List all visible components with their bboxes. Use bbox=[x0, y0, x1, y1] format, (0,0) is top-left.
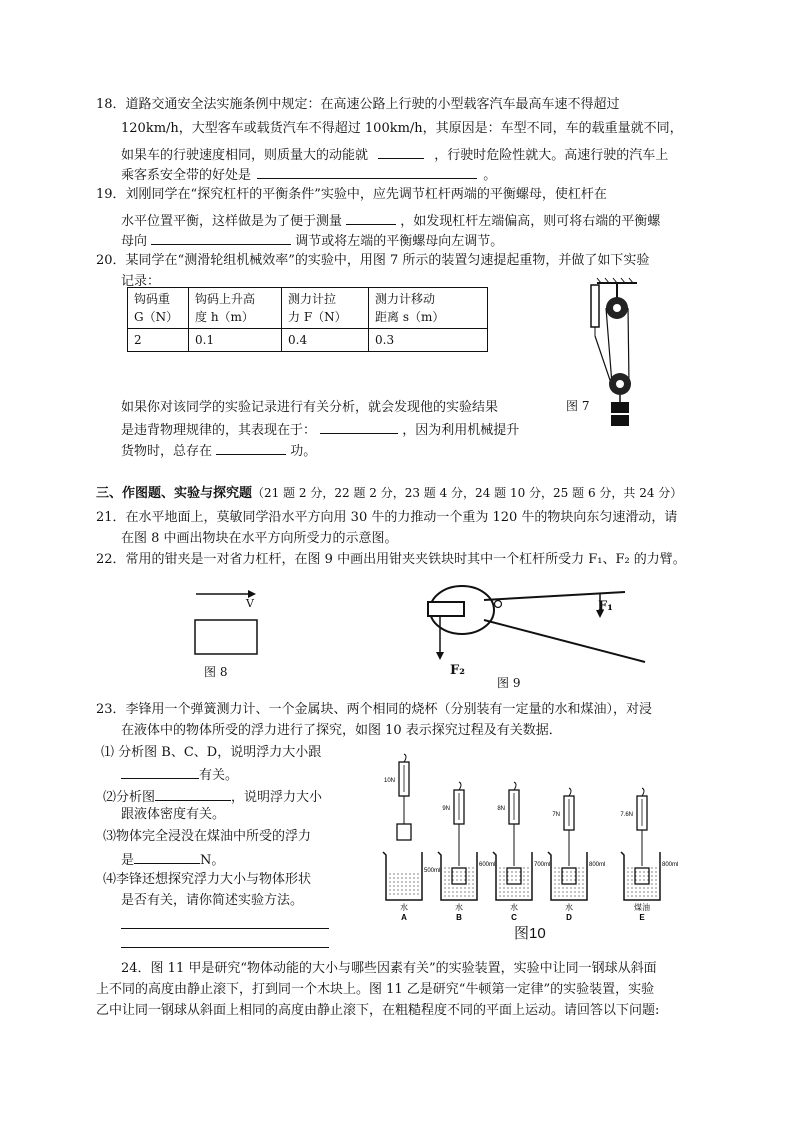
q20-answer-blank-1[interactable] bbox=[320, 421, 398, 434]
scale-reading-label: 10N bbox=[383, 778, 395, 784]
beaker-id-label: D bbox=[566, 913, 572, 922]
beaker-volume-label: 800ml bbox=[589, 862, 606, 868]
q23-answer-blank-2[interactable] bbox=[155, 788, 231, 801]
q23-answer-line-1[interactable] bbox=[121, 928, 329, 929]
q18-line2: 120km/h，大型客车或载货汽车不得超过 100km/h，其原因是：车型不同，车的载重量就不同， bbox=[121, 121, 683, 136]
fig9-f1-label: F₁ bbox=[598, 599, 613, 614]
q20-line4-text-a: 是违背物理规律的，其表现在于： bbox=[121, 423, 317, 438]
q20-record-table bbox=[127, 287, 488, 352]
q19-answer-blank-1[interactable] bbox=[346, 212, 396, 225]
q19-line3 bbox=[121, 232, 503, 248]
scale-hook-icon bbox=[569, 788, 571, 796]
table-cell: 0.3 bbox=[369, 329, 488, 352]
liquid-label: 煤油 bbox=[634, 903, 650, 912]
fig8-velocity-label: V bbox=[246, 597, 254, 610]
q23-part2 bbox=[103, 788, 322, 804]
table-header-cell: 测力计移动 距离 s（m） bbox=[369, 288, 488, 329]
q23-part3-text-c: N。 bbox=[200, 853, 225, 868]
fig8-label: 图 8 bbox=[204, 665, 228, 679]
q23-part3: ⑶物体完全浸没在煤油中所受的浮力 bbox=[103, 829, 312, 844]
liquid-label: 水 bbox=[565, 903, 573, 912]
q23-part1: ⑴ 分析图 B、C、D，说明浮力大小跟 bbox=[101, 745, 322, 760]
q23-part3-answer bbox=[121, 851, 224, 867]
table-header-cell: 钩码上升高 度 h（m） bbox=[189, 288, 282, 329]
beaker-volume-label: 700ml bbox=[534, 862, 551, 868]
fig9-f2-label: F₂ bbox=[450, 663, 465, 678]
beaker-id-label: A bbox=[401, 913, 407, 922]
q18-line3-text-a: 如果车的行驶速度相同，则质量大的动能就 bbox=[121, 148, 369, 163]
q23-part2-text-a: ⑵分析图 bbox=[103, 790, 156, 805]
q19-line1: 19．刘刚同学在“探究杠杆的平衡条件”实验中，应先调节杠杆两端的平衡螺母，使杠杆在 bbox=[96, 187, 607, 202]
scale-reading-label: 7.6N bbox=[620, 812, 633, 818]
beaker-volume-label: 800ml bbox=[662, 862, 679, 868]
q20-line4 bbox=[121, 421, 519, 437]
scale-hook-icon bbox=[404, 754, 406, 762]
q23-part2-text-b: ，说明浮力大小 bbox=[231, 790, 323, 805]
table-header-cell: 测力计拉 力 F（N） bbox=[282, 288, 369, 329]
section3-heading bbox=[96, 487, 682, 500]
q23-part3-text-b: 是 bbox=[121, 853, 135, 868]
table-row bbox=[128, 329, 488, 352]
q23-answer-blank-1[interactable] bbox=[121, 766, 199, 779]
q23-answer-line-2[interactable] bbox=[121, 947, 329, 948]
fig10-buoyancy-diagram bbox=[384, 760, 684, 940]
table-cell: 2 bbox=[128, 329, 189, 352]
beaker-id-label: E bbox=[639, 913, 645, 922]
fig10-label: 图10 bbox=[514, 925, 546, 942]
q22-line1: 22．常用的钳夹是一对省力杠杆，在图 9 中画出用钳夹夹铁块时其中一个杠杆所受力 F₁、F₂ 的力臂。 bbox=[96, 552, 686, 567]
table-cell: 0.4 bbox=[282, 329, 369, 352]
metal-block bbox=[397, 824, 411, 840]
q20-line1: 20．某同学在“测滑轮组机械效率”的实验中，用图 7 所示的装置匀速提起重物，并做了如下实验 bbox=[96, 253, 650, 268]
q23-part4-cont: 是否有关，请你简述实验方法。 bbox=[121, 893, 304, 908]
q24-line3: 乙中让同一钢球从斜面上相同的高度由静止滚下，在粗糙程度不同的平面上运动。请回答以下问题: bbox=[96, 1003, 660, 1018]
q18-answer-blank-2[interactable] bbox=[257, 166, 477, 179]
table-cell: 0.1 bbox=[189, 329, 282, 352]
fig9-label: 图 9 bbox=[497, 676, 521, 690]
fig7-label: 图 7 bbox=[566, 399, 590, 413]
table-header-row bbox=[128, 288, 488, 329]
q23-part1-answer bbox=[121, 766, 238, 782]
q18-line3-text-b: ，行驶时危险性就大。高速行驶的汽车上 bbox=[434, 148, 669, 163]
q18-line1: 18．道路交通安全法实施条例中规定：在高速公路上行驶的小型载客汽车最高车速不得超过 bbox=[96, 97, 620, 112]
q23-answer-blank-3[interactable] bbox=[134, 851, 200, 864]
q23-part4: ⑷李锋还想探究浮力大小与物体形状 bbox=[103, 872, 312, 887]
scale-reading-label: 9N bbox=[442, 806, 450, 812]
beaker-volume-label: 600ml bbox=[479, 862, 496, 868]
q21-line1: 21．在水平地面上，莫敏同学沿水平方向用 30 牛的力推动一个重为 120 牛的物块向东匀速滑动，请 bbox=[96, 510, 678, 525]
q19-line2-text-b: ，如发现杠杆左端偏高，则可将右端的平衡螺 bbox=[400, 214, 661, 229]
q19-line2-text-a: 水平位置平衡，这样做是为了便于测量 bbox=[121, 214, 343, 229]
liquid-label: 水 bbox=[400, 903, 408, 912]
scale-hook-icon bbox=[514, 782, 516, 790]
q20-line3: 如果你对该同学的实验记录进行有关分析，就会发现他的实验结果 bbox=[121, 400, 499, 415]
q21-line2: 在图 8 中画出物块在水平方向所受力的示意图。 bbox=[121, 531, 398, 546]
fig7-pulley-diagram bbox=[585, 280, 645, 440]
q18-line3 bbox=[121, 146, 668, 162]
q23-part2-cont: 跟液体密度有关。 bbox=[121, 807, 226, 822]
q18-line4 bbox=[121, 166, 496, 182]
fig8-block-diagram bbox=[190, 582, 270, 657]
q18-line4-text-a: 乘客系安全带的好处是 bbox=[121, 168, 252, 183]
q19-line2 bbox=[121, 212, 660, 228]
q19-answer-blank-2[interactable] bbox=[151, 232, 291, 245]
section3-title: 三、作图题、实验与探究题 bbox=[96, 486, 253, 501]
table-header-cell: 钩码重 G（N） bbox=[128, 288, 189, 329]
scale-hook-icon bbox=[642, 788, 644, 796]
scale-reading-label: 8N bbox=[497, 806, 505, 812]
q18-line4-text-b: 。 bbox=[483, 168, 497, 183]
q24-line1: 24．图 11 甲是研究“物体动能的大小与哪些因素有关”的实验装置，实验中让同一钢球从斜面 bbox=[121, 961, 657, 976]
q23-line1: 23．李锋用一个弹簧测力计、一个金属块、两个相同的烧杯（分别装有一定量的水和煤油），对浸 bbox=[96, 702, 653, 717]
scale-reading-label: 7N bbox=[552, 812, 560, 818]
beaker-id-label: B bbox=[456, 913, 462, 922]
q20-line5 bbox=[121, 442, 316, 458]
liquid-label: 水 bbox=[455, 903, 463, 912]
scale-hook-icon bbox=[459, 782, 461, 790]
q20-line4-text-b: ，因为利用机械提升 bbox=[402, 423, 520, 438]
q19-line3-text-b: 调节或将左端的平衡螺母向左调节。 bbox=[295, 234, 504, 249]
liquid-label: 水 bbox=[510, 903, 518, 912]
q20-line5-text-b: 功。 bbox=[290, 444, 317, 459]
q23-line2: 在液体中的物体所受的浮力进行了探究，如图 10 表示探究过程及有关数据． bbox=[121, 723, 562, 738]
q23-part1-text-b: 有关。 bbox=[199, 768, 239, 783]
q18-answer-blank-1[interactable] bbox=[378, 146, 424, 159]
q20-line5-text-a: 货物时，总存在 bbox=[121, 444, 213, 459]
section3-score-note: （21 题 2 分，22 题 2 分，23 题 4 分，24 题 10 分，25 题 6 分，共 24 分） bbox=[252, 486, 683, 500]
q20-answer-blank-2[interactable] bbox=[216, 442, 286, 455]
q20-line2: 记录： bbox=[121, 274, 161, 289]
beaker-volume-label: 500ml bbox=[424, 868, 441, 874]
beaker-id-label: C bbox=[511, 913, 517, 922]
q19-line3-text-a: 母向 bbox=[121, 234, 148, 249]
q24-line2: 上不同的高度由静止滚下，打到同一个木块上。图 11 乙是研究“牛顿第一定律”的实验装置，实验 bbox=[96, 982, 655, 997]
